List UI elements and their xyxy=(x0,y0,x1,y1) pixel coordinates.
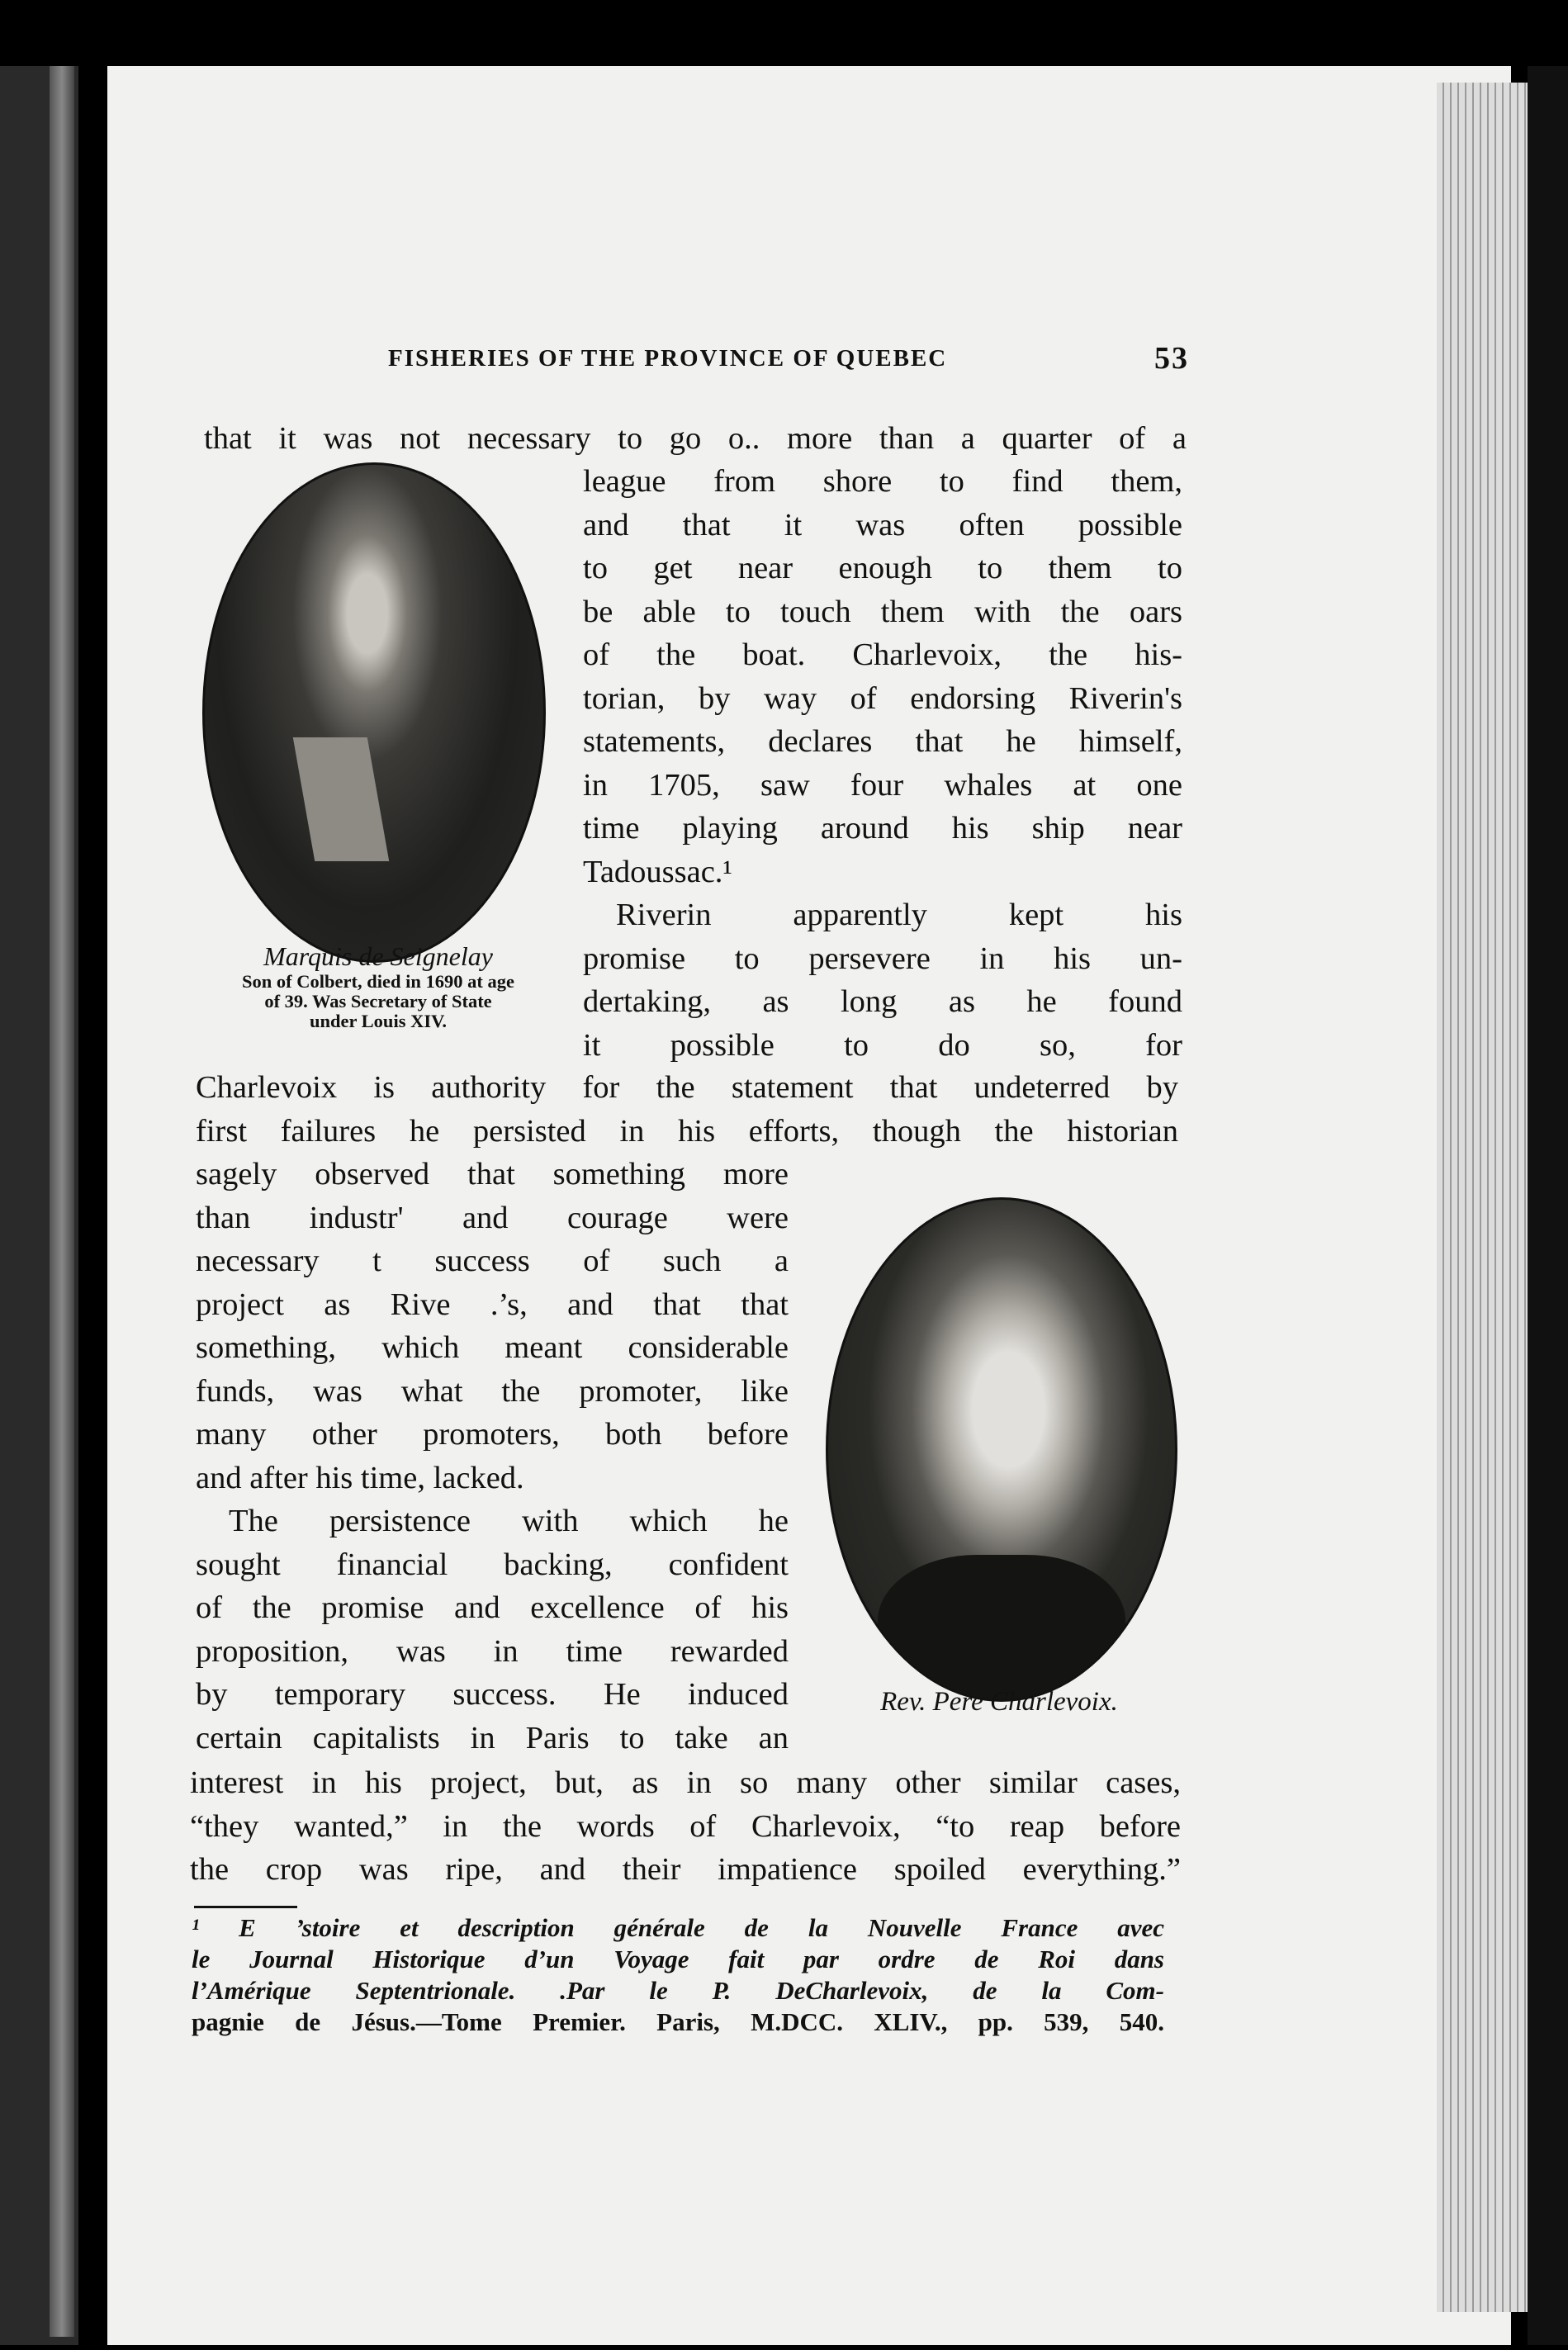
portrait-collar xyxy=(293,737,389,861)
left-column-2 xyxy=(196,1153,789,1760)
caption-line: of 39. Was Secretary of State xyxy=(264,991,492,1012)
footnote xyxy=(192,1912,1164,2038)
footnote-line: l’Amérique Septentrionale. .Par le P. DeCharlevoix, de la Com- xyxy=(192,1976,1164,2005)
footnote-rule xyxy=(194,1906,297,1908)
footnote-line: le Journal Historique d’un Voyage fait par ordre de Roi dans xyxy=(192,1945,1164,1973)
text-line: it possible to do so, for xyxy=(583,1027,1182,1063)
right-column-1 xyxy=(583,460,1182,1067)
text-line: than industr' and courage were xyxy=(196,1200,789,1235)
text-line: of the promise and excellence of his xyxy=(196,1590,789,1625)
text-line: to get near enough to them to xyxy=(583,551,1182,585)
full-width-block-2 xyxy=(190,1761,1181,1892)
text-line: Charlevoix is authority for the statement that undeterred by xyxy=(196,1070,1178,1105)
text-line: Riverin apparently kept his xyxy=(616,898,1182,932)
text-line: something, which meant considerable xyxy=(196,1330,789,1365)
text-line: proposition, was in time rewarded xyxy=(196,1633,789,1669)
caption-line: under Louis XIV. xyxy=(309,1011,448,1031)
text-line: time playing around his ship near xyxy=(583,811,1182,846)
text-line: league from shore to find them, xyxy=(583,464,1182,499)
text-line: project as Rive .’s, and that that xyxy=(196,1286,789,1322)
portrait-marquis-de-seignelay xyxy=(202,462,546,963)
text-line: statements, declares that he himself, xyxy=(583,724,1182,759)
text-line: dertaking, as long as he found xyxy=(583,984,1182,1019)
text-line: that it was not necessary to go o.. more than a quarter of a xyxy=(204,421,1187,456)
text-line: certain capitalists in Paris to take an xyxy=(196,1720,789,1755)
scan-right-edge xyxy=(1528,66,1568,2345)
header-title: FISHERIES OF THE PROVINCE OF QUEBEC xyxy=(388,345,948,372)
text-line: promise to persevere in his un- xyxy=(583,940,1182,976)
page-number: 53 xyxy=(1154,341,1189,376)
text-line: of the boat. Charlevoix, the his- xyxy=(583,637,1182,672)
text-line: torian, by way of endorsing Riverin's xyxy=(583,680,1182,716)
caption-name: Marquis de Seignelay xyxy=(263,941,493,971)
text-line: Tadoussac.¹ xyxy=(583,854,732,889)
portrait-pere-charlevoix xyxy=(826,1197,1177,1702)
text-line: “they wanted,” in the words of Charlevoix, “to reap before xyxy=(190,1808,1181,1844)
page-edges xyxy=(1437,83,1528,2312)
text-line: interest in his project, but, as in so many other similar cases, xyxy=(190,1765,1181,1800)
caption-seignelay xyxy=(188,941,568,1031)
scan-binding-stripe xyxy=(50,66,74,2337)
text-line: the crop was ripe, and their impatience spoiled everything.” xyxy=(190,1852,1181,1887)
caption-charlevoix: Rev. Pere Charlevoix. xyxy=(880,1687,1118,1717)
text-line: many other promoters, both before xyxy=(196,1417,789,1452)
text-line: funds, was what the promoter, like xyxy=(196,1373,789,1409)
portrait-coat xyxy=(878,1555,1125,1702)
text-line: and that it was often possible xyxy=(583,507,1182,542)
text-line: sagely observed that something more xyxy=(196,1157,789,1192)
text-line: necessary t success of such a xyxy=(196,1244,789,1278)
text-line: sought financial backing, confident xyxy=(196,1547,789,1582)
text-line: by temporary success. He induced xyxy=(196,1677,789,1712)
full-width-block-1 xyxy=(196,1066,1178,1153)
text-line: The persistence with which he xyxy=(229,1504,789,1538)
text-line: in 1705, saw four whales at one xyxy=(583,767,1182,803)
text-line: first failures he persisted in his efforts, though the historian xyxy=(196,1113,1178,1149)
footnote-line: pagnie de Jésus.—Tome Premier. Paris, M.DCC. XLIV., pp. 539, 540. xyxy=(192,2007,1164,2036)
text-line: and after his time, lacked. xyxy=(196,1460,524,1495)
text-line: be able to touch them with the oars xyxy=(583,594,1182,629)
footnote-line: ¹ E ’stoire et description générale de la Nouvelle France avec xyxy=(192,1913,1164,1942)
caption-line: Son of Colbert, died in 1690 at age xyxy=(241,971,514,992)
